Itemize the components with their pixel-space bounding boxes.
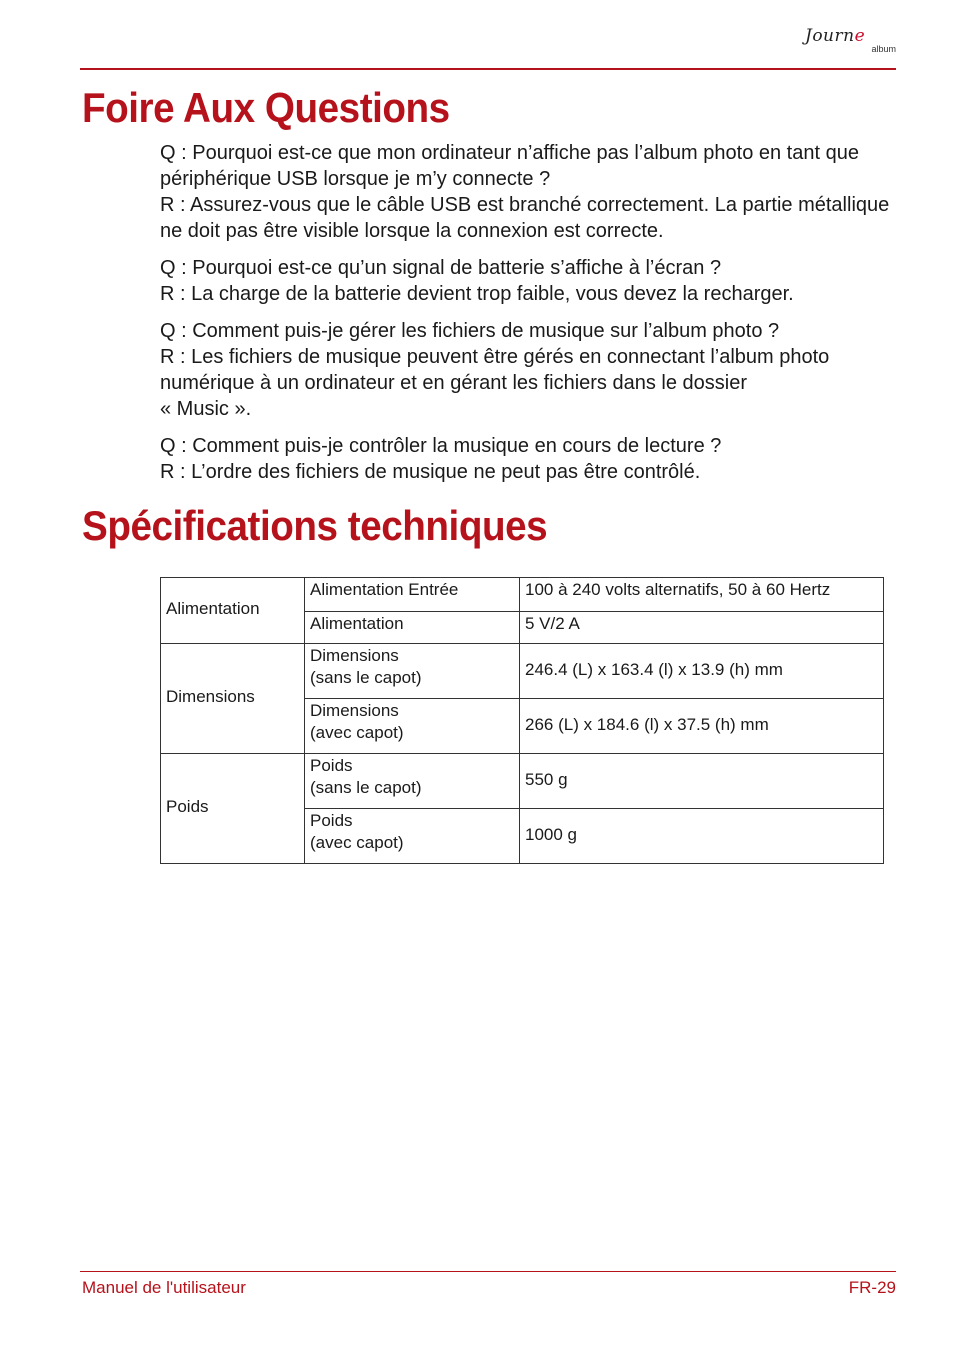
spec-label — [305, 809, 520, 864]
faq-section — [160, 140, 900, 496]
faq-answer: R : Assurez-vous que le câble USB est branché correctement. La partie métallique ne doit pas être visible lorsque la connexion est correcte. — [160, 194, 890, 242]
brand-logo — [801, 26, 896, 60]
spec-category: Poids — [161, 754, 305, 864]
spec-label-line: Poids — [310, 756, 353, 775]
spec-label: Alimentation Entrée — [305, 578, 520, 612]
faq-question: Q : Pourquoi est-ce que mon ordinateur n’affiche pas l’album photo en tant que périphérique USB lorsque je m’y connecte ? — [160, 142, 859, 190]
spec-label — [305, 699, 520, 754]
footer-manual-title: Manuel de l'utilisateur — [82, 1278, 246, 1297]
page-number: FR-29 — [848, 1278, 896, 1297]
faq-item — [160, 140, 900, 244]
spec-label-line: (sans le capot) — [310, 668, 422, 687]
spec-value: 550 g — [520, 754, 884, 809]
spec-value: 266 (L) x 184.6 (l) x 37.5 (h) mm — [520, 699, 884, 754]
spec-label-line: (sans le capot) — [310, 778, 422, 797]
table-row — [161, 754, 884, 809]
faq-title: Foire Aux Questions — [82, 84, 450, 131]
faq-answer: R : L’ordre des fichiers de musique ne peut pas être contrôlé. — [160, 461, 701, 483]
spec-label-line: (avec capot) — [310, 833, 404, 852]
header-rule — [80, 68, 896, 70]
spec-value: 246.4 (L) x 163.4 (l) x 13.9 (h) mm — [520, 644, 884, 699]
spec-value: 1000 g — [520, 809, 884, 864]
faq-question: Q : Comment puis-je contrôler la musique en cours de lecture ? — [160, 435, 722, 457]
faq-question: Q : Pourquoi est-ce qu’un signal de batterie s’affiche à l’écran ? — [160, 257, 722, 279]
faq-item — [160, 318, 900, 422]
table-row — [161, 644, 884, 699]
table-row — [161, 578, 884, 612]
spec-label-line: Dimensions — [310, 646, 399, 665]
spec-label: Alimentation — [305, 612, 520, 644]
spec-category: Alimentation — [161, 578, 305, 644]
spec-label — [305, 754, 520, 809]
logo-subtitle: album — [871, 44, 896, 54]
faq-question: Q : Comment puis-je gérer les fichiers de musique sur l’album photo ? — [160, 320, 780, 342]
spec-category: Dimensions — [161, 644, 305, 754]
footer-rule — [80, 1271, 896, 1272]
spec-value: 5 V/2 A — [520, 612, 884, 644]
spec-label-line: (avec capot) — [310, 723, 404, 742]
spec-value: 100 à 240 volts alternatifs, 50 à 60 Hertz — [520, 578, 884, 612]
specs-title: Spécifications techniques — [82, 502, 548, 549]
spec-label — [305, 644, 520, 699]
logo-script: Journe — [805, 26, 866, 46]
spec-label-line: Dimensions — [310, 701, 399, 720]
faq-answer: R : Les fichiers de musique peuvent être gérés en connectant l’album photo numérique à un ordinateur et en gérant les fichiers dans le dossier « Music ». — [160, 346, 830, 420]
faq-item — [160, 255, 900, 307]
specs-table — [160, 577, 884, 864]
faq-answer: R : La charge de la batterie devient trop faible, vous devez la recharger. — [160, 283, 794, 305]
faq-item — [160, 433, 900, 485]
spec-label-line: Poids — [310, 811, 353, 830]
